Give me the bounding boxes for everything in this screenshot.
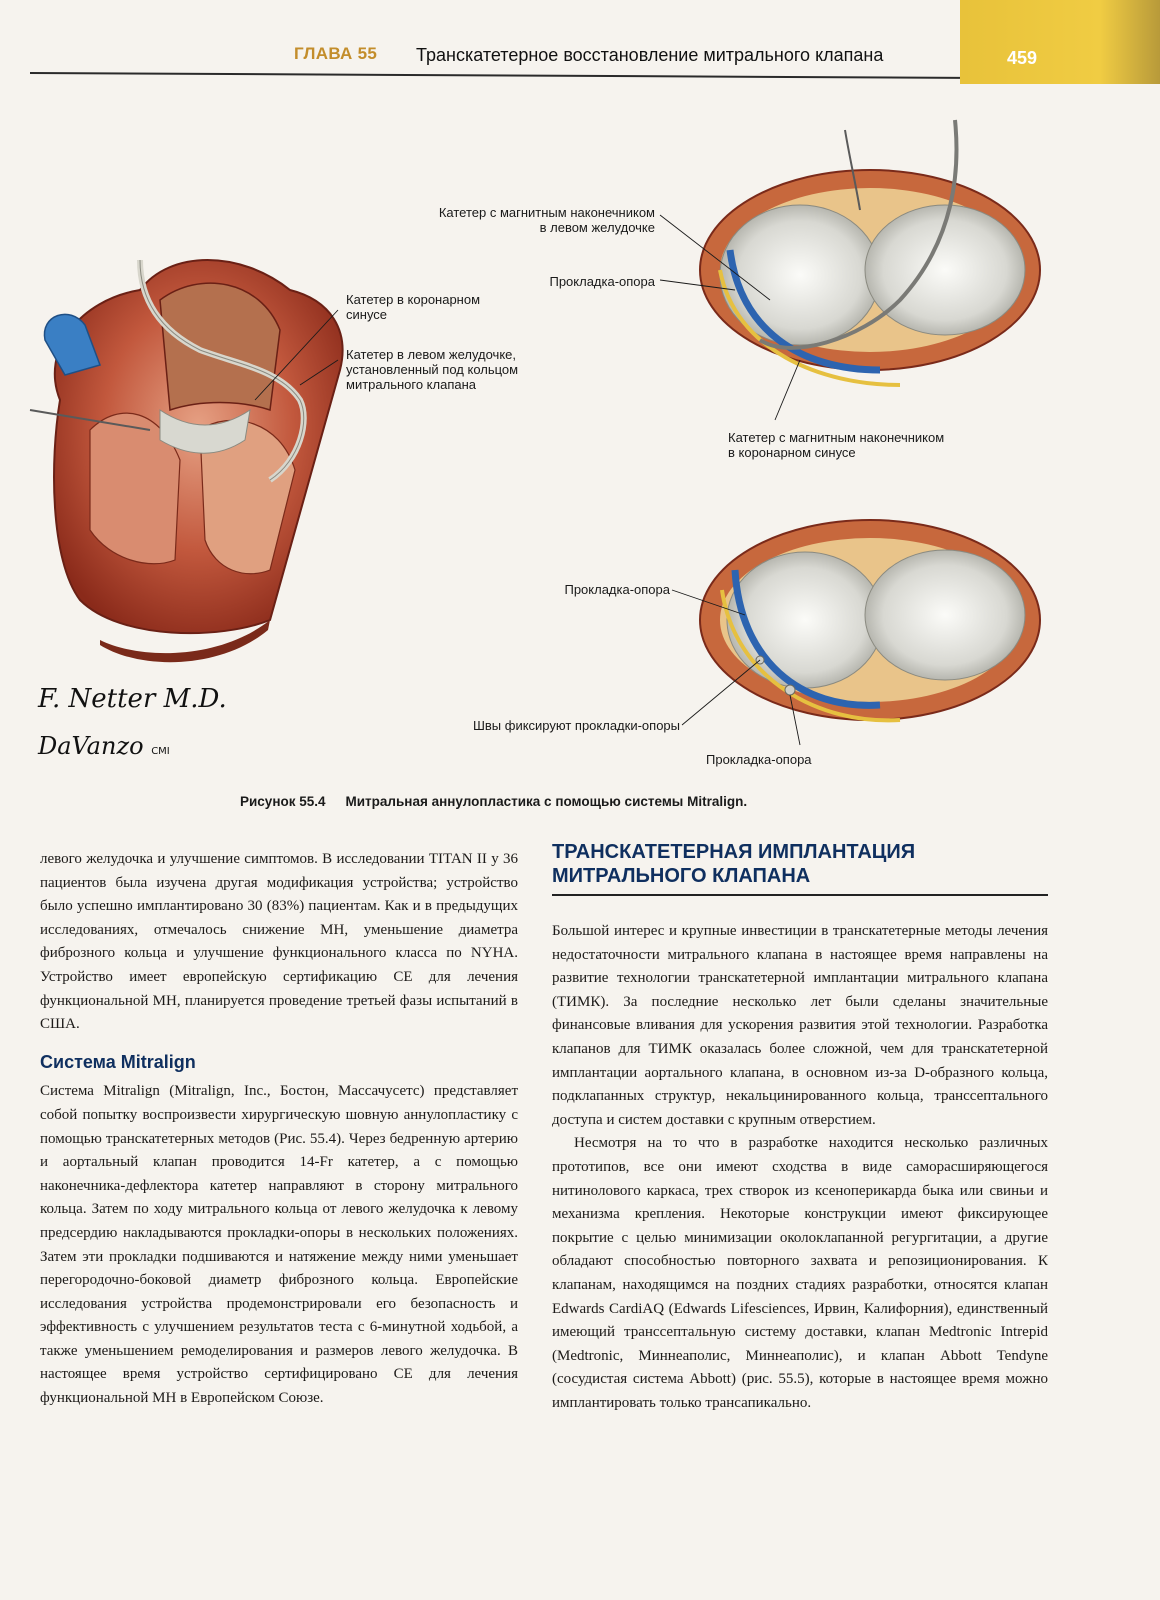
section-heading: ТРАНСКАТЕТЕРНАЯ ИМПЛАНТАЦИЯ МИТРАЛЬНОГО КЛАПАНА: [552, 840, 1048, 896]
valve-ring-top: [700, 120, 1040, 385]
page-number: 459: [1007, 48, 1038, 68]
paragraph: Система Mitralign (Mitralign, Inc., Бостон, Массачусетс) представляет собой попытку воспроизвести хирургическую шовную аннулопластику с помощью транскатетерных методов (Рис. 55.4). Через бедренную артерию и аортальный клапан проводится 14-Fr катетер, а с помощью наконечника-дефлектора катетер направляют в сторону митрального кольца. Затем по ходу митрального кольца от левого желудочка к левому предсердию накладываются прокладки-опоры в нескольких положениях. Затем эти прокладки подшиваются и натяжение между ними уменьшает перегородочно-боковой диаметр фиброзного кольца. Европейские исследования устройства продемонстрировали его безопасность и эффективность с улучшением результатов теста с 6-минутной ходьбой, а также уменьшением ремоделирования и размеров левого желудочка. В настоящее время устройство сертифицировано CE для лечения функциональной МН в Европейском Союзе.: [40, 1083, 518, 1407]
paragraph: Большой интерес и крупные инвестиции в транскатетерные методы лечения недостаточности митрального клапана в настоящее время направлены на развитие технологии транскатетерной имплантации митрального клапана (ТИМК). За последние несколько лет были сделаны значительные финансовые вливания для ускорения развития этой технологии. Разработка клапанов для ТИМК оказалась более сложной, чем для транскатетерной имплантации аортального клапана, в основном из-за D-образного кольца, подклапанных структур, некальцинированного кольца, транссептального доступа и систем доставки с крупным отверстием.: [552, 923, 1048, 1128]
label-pledget-top: Прокладка-опора: [549, 274, 655, 289]
figure-caption: [240, 794, 747, 809]
subheading-mitralign: Система Mitralign: [40, 1051, 196, 1072]
caption-number: Рисунок 55.4: [240, 794, 326, 809]
text-column-left: [40, 848, 518, 1411]
header-color-band: [960, 0, 1160, 84]
paragraph: Несмотря на то что в разработке находится несколько различных прототипов, все они имеют сходства в виде саморасширяющегося нитинолового каркаса, трех створок из ксеноперикарда быка или свиньи и механизма крепления. Некоторые конструкции имеют фиксирующее покрытие с целью минимизации околоклапанной регургитации, а другие обладают способностью повторного захвата и репозиционирования. К клапанам, находящимся на поздних стадиях разработки, относятся клапан Edwards CardiAQ (Edwards Lifesciences, Ирвин, Калифорния), единственный имеющий транссептальную систему доставки, клапан Medtronic Intrepid (Medtronic, Миннеаполис, Миннеаполис), и клапан Abbott Tendyne (сосудистая система Abbott) (рис. 55.5), которые в настоящее время можно имплантировать только трансапикально.: [552, 1135, 1048, 1411]
chapter-label: ГЛАВА 55: [294, 44, 378, 63]
artist-signature-netter: F. Netter M.D.: [38, 684, 227, 714]
chapter-title: Транскатетерное восстановление митрального клапана: [416, 45, 884, 65]
caption-text: Митральная аннулопластика с помощью системы Mitralign.: [345, 794, 748, 809]
label-magnetic-tip-lv: Катетер с магнитным наконечником в левом желудочке: [438, 205, 655, 235]
artist-signature-davanzo-name: DaVanzo: [38, 732, 144, 760]
running-header: [0, 0, 1160, 95]
artist-signature-davanzo: [38, 732, 170, 760]
text-column-right: [552, 920, 1048, 1415]
heart-cross-section: [30, 260, 343, 662]
valve-ring-bottom: [700, 520, 1040, 720]
figure-55-4: [0, 100, 1160, 820]
label-lv-catheter: Катетер в левом желудочке, установленный под кольцом митрального клапана: [346, 347, 519, 392]
artist-signature-davanzo-suffix: CMI: [151, 746, 170, 757]
label-sutures: Швы фиксируют прокладки-опоры: [472, 718, 680, 733]
paragraph: левого желудочка и улучшение симптомов. В исследовании TITAN II у 36 пациентов была изучена другая модификация устройства; устройство было успешно имплантировано 30 (83%) пациентам. Как и в предыдущих исследованиях, отмечалось снижение МН, уменьшение диаметра фиброзного кольца и улучшение функционального класса по NYHA. Устройство имеет европейскую сертификацию CE для лечения функциональной МН, планируется проведение третьей фазы испытаний в США.: [40, 851, 518, 1033]
header-rule: [30, 72, 960, 79]
label-pledget-bottom-1: Прокладка-опора: [564, 582, 670, 597]
label-pledget-bottom-2: Прокладка-опора: [706, 752, 812, 767]
label-coronary-sinus-catheter: Катетер в коронарном синусе: [346, 292, 481, 322]
label-magnetic-tip-cs: Катетер с магнитным наконечником в коронарном синусе: [728, 430, 945, 460]
